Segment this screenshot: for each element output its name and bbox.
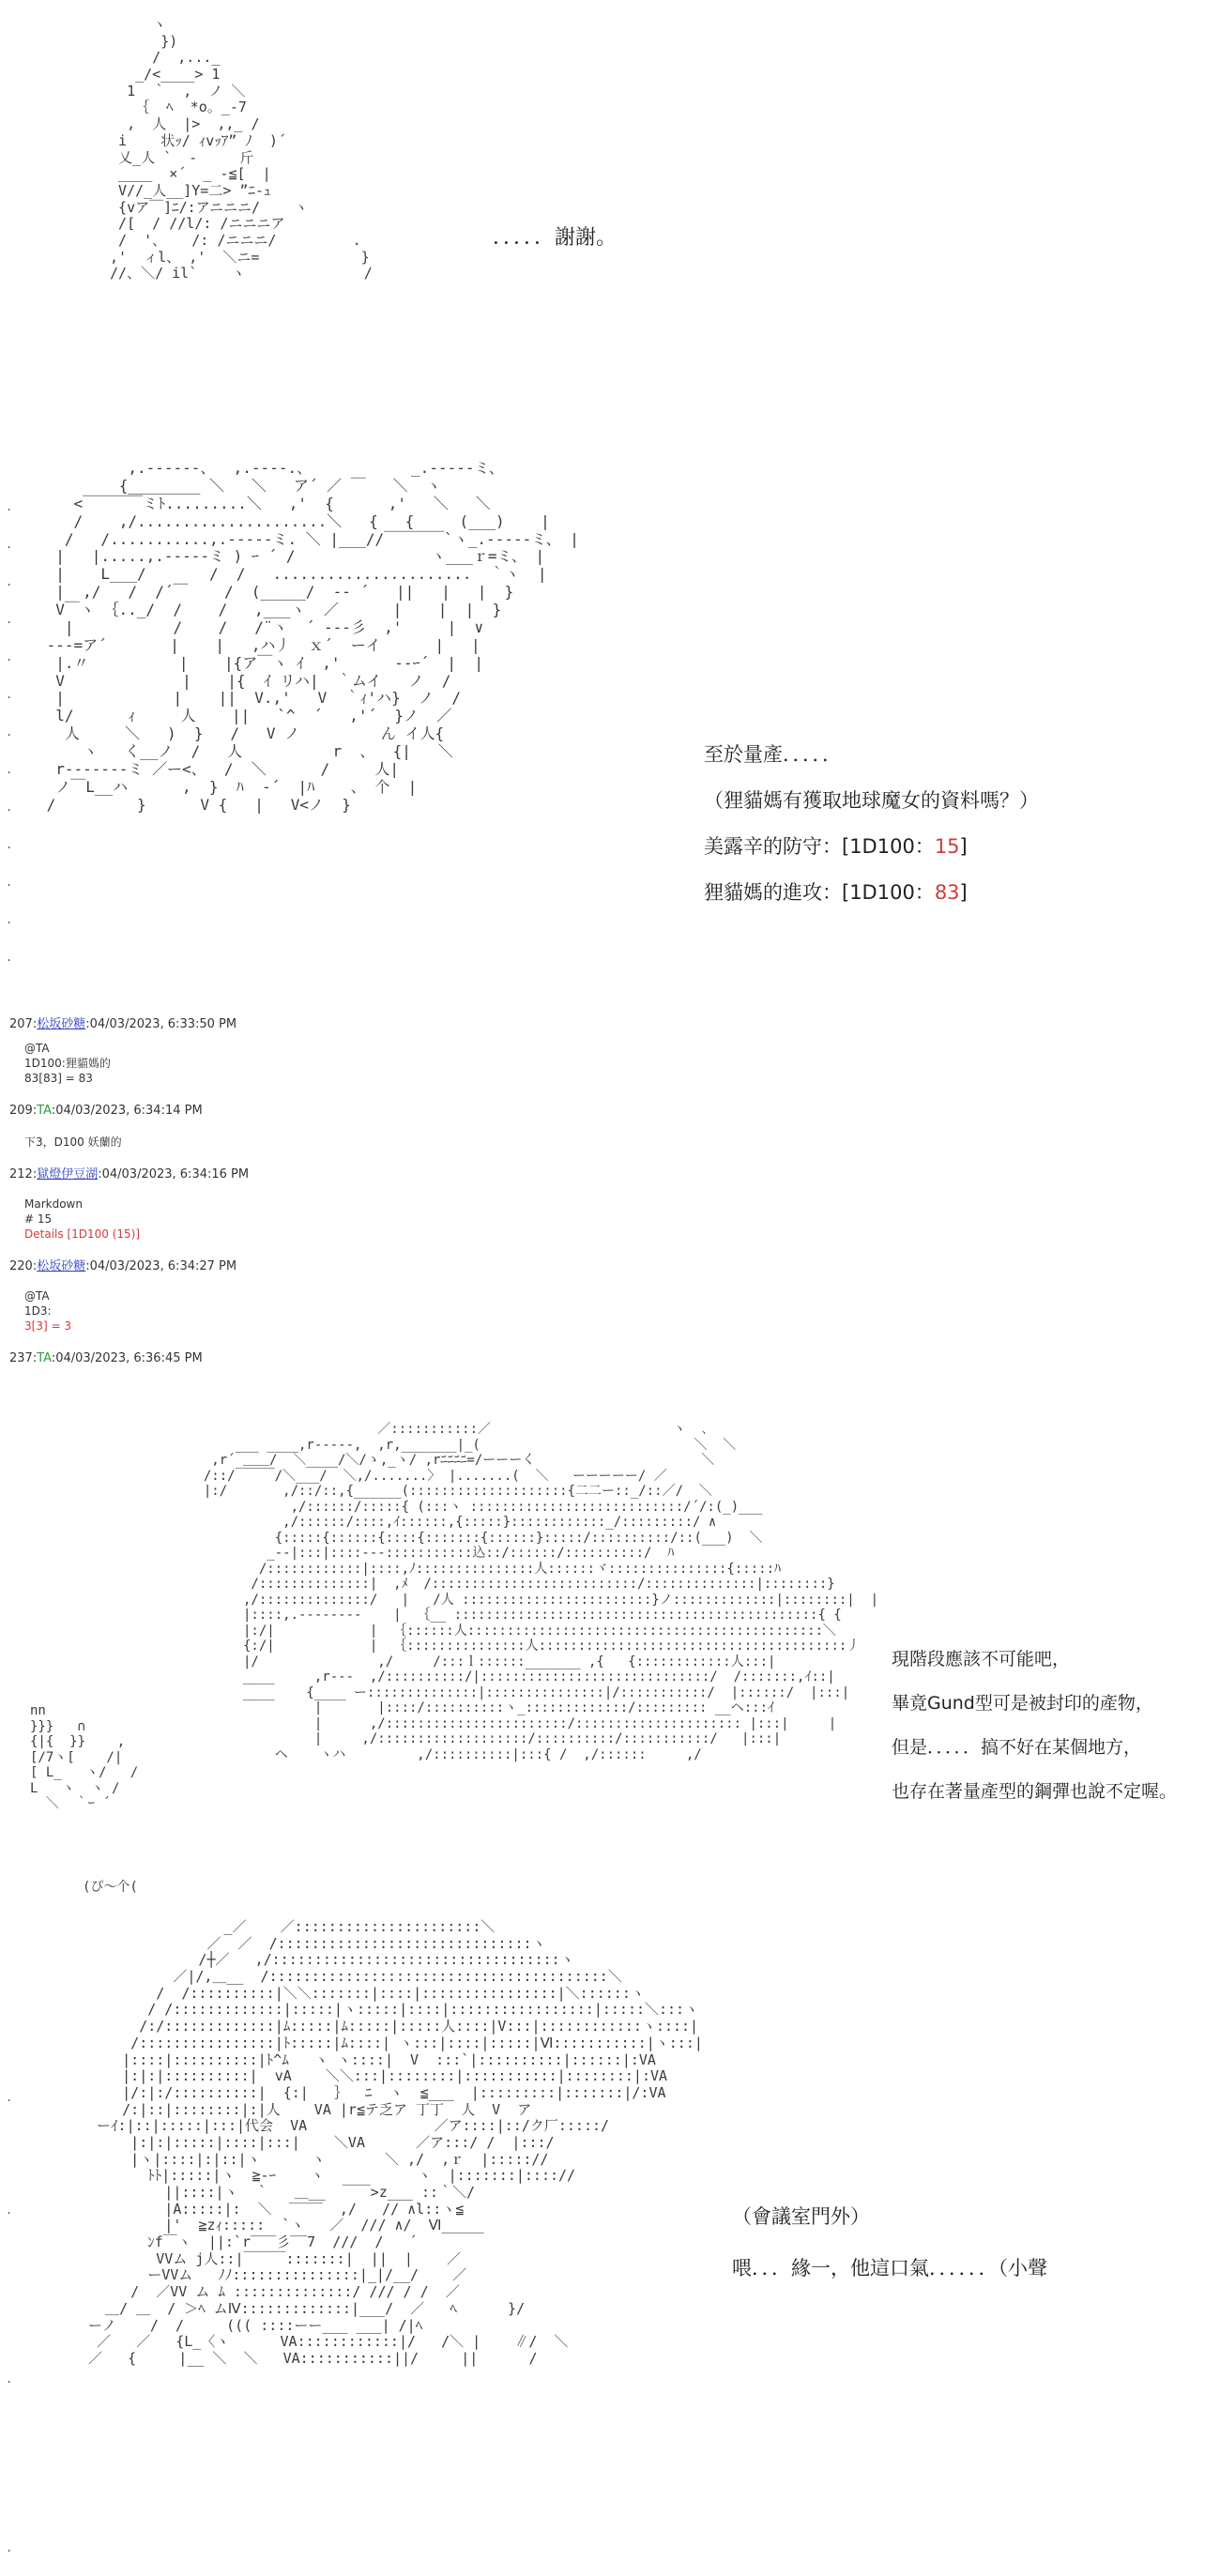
post-number: 209:: [9, 1104, 38, 1118]
post-number: 237:: [9, 1351, 38, 1365]
post: [0, 1258, 657, 1334]
dialog-line: 畢竟Gund型可是被封印的產物，: [892, 1693, 1153, 1714]
post-body: [0, 1135, 657, 1150]
post: [0, 1016, 657, 1086]
post-date: :04/03/2023, 6:34:16 PM: [98, 1167, 250, 1181]
post-line: Markdown: [24, 1197, 83, 1211]
post-body: [0, 1041, 657, 1086]
panel-2: [0, 441, 1220, 1004]
post-header: [0, 1350, 657, 1367]
panel-4: [0, 1910, 1220, 2571]
panel-3: [0, 1412, 1220, 1910]
post-line: # 15: [24, 1212, 53, 1226]
post-number: 220:: [9, 1259, 38, 1273]
roll-label: 美露辛的防守：[1D100：: [704, 835, 935, 858]
ascii-art-figure-3: ／:::::::::::／ ヽ ､ ___ ____,r-----, ,r,_______|_( ＼ ＼ ,r´ ＿＿/ ＼____/＼/ゝ,_ヽ/ ,rﾆﾆﾆﾆ=/ーーーく ＼ /::/￣￣￣/＼___/ ＼,/.......〉 |.......( ＼ ーーーーー/ ／ |:/ ,/::/::,{______(::::::::::::::::::::{二二ー::_/::／/ ＼ ,/::::::/:::::{ (:::ヽ :::::::::::::::::::::::::::/´/:(_)___ ,/::::::/::::,ｲ::::::,{:::::}::::::::::::_/:::::::::/ ∧ {:::::{::::::{::::{:::::::{::::::}:::::/::::::::::/::(___) ＼ _--|:::|::::---:::::::::::込::/::::::/::::::::::/ ﾊ /::::::::::::|::::,ﾉ:::::::::::::::人::::::ヾ:::::::::::::::{:::::ﾊ /::::::::::::::| ,ﾒ /::::::::::::::::::::::::::/::::::::::::::|::::::::} ,/::::::::::::::/ | /人 ::::::::::::::::::::::::}ノ:::::::::::::|::::::::| | |::::,.-------- | ｛__ ::::::::::::::::::::::::::::::::::::::::::::::{ { |:/| | ｛::::::人:::::::::::::::::::::::::::::::::::::::::::::＼ {:/| | ｛:::::::::::::::人:::::::::::::::::::::::::::::::::::::::丿 |/ ,/ /:::ｌ::::::_______ ,{ {::::::::::::人:::| ____ ,r--- ,/::::::::::/|:::::::::::::::::::::::::::::/ /:::::::,ｲ::| ____ {____ ー::::::::::::::|:::::::::::::::|/:::::::::::/ |::::::/ |:::| | |::::/::::::::::ヽ_:::::::::::::/::::::::: __ヘ:::ｲ | ,/:::::::::::::::::::::::/::::::::::::::::::::: |:::| | | ,/:::::::::::::::::::/::::::::::/:::::::::::/ |:::| ヘ ヽハ ,/::::::::::|:::{ / ,/:::::: ,/: [203, 1422, 879, 1762]
dialog-gundam-talk: [892, 1638, 1177, 1814]
post-line: 83[83] = 83: [24, 1072, 93, 1085]
ascii-art-figure-4: _／ ／::::::::::::::::::::::＼ ／ ／ /::::::::::::::::::::::::::::::ヽ /┼／ ,/::::::::::::::::::::::::::::::::::ヽ ／|/,＿__ /::::::::::::::::::::::::::::::::::::::::＼ / /::::::::::|＼＼:::::::|::::|::::::::::::::::|＼::::::ヽ / /:::::::::::::|:::::|ヽ:::::|::::|:::::::::::::::::|:::::＼:::ヽ /:/:::::::::::::|ﾑ:::::|ﾑ:::::|:::::人::::|V:::|::::::::::::ヽ::::| /::::::::::::::::|ﾄ:::::|ﾑ::::| ヽ:::|::::|:::::|Ⅵ:::::::::::|ヽ:::| |::::|::::::::::|ﾄ^ﾑ ヽ ヽ::::| V :::`|::::::::::|::::::|:VA |:|:|::::::::::| vA ＼＼:::|::::::::|:::::::::::|::::::::|:VA |/:|:/::::::::::| {:| ｝ ﾆ ヽ ≦___ |:::::::::|:::::::|/:VA /:|::|::::::::|:|人 VA |r≦テ乏ア 丁丁 人 V ア ーｲ:|::|:::::|:::|代会 VA ／ア::::|::/ク厂:::::/ |:|:|:::::|::::|:::| ＼VA ／ア:::/ / |:::/ |ヽ|::::|:|::|ヽ ヽ ＼ ,/ ,ｒ |:::::// ﾄﾄ|:::::|ヽ ≧-ｰ ヽ ヽ |:::::::|::::// ||::::|ヽ ｀ ＿__ ￣￣>z___ ::｀＼/ |A:::::|: ＼ ‾‾‾‾ ,/ // ∧l::ヽ≦ |' ≧zｨ::::: `ヽ ／ /// ∧/ Ⅵ_____ ﾝf￣ヽ ||:`r‾‾‾彡‾‾7 /// / ´ VVム j人::|￣￣￣:::::::| || | ／ ーVVム ﾉﾉ:::::::::::::::|_|/__/ ／ / ／VV ム ﾑ ::::::::::::::/ /// / / ／ ＿/ ＿ / ＞ﾍ ムⅣ:::::::::::::|___/ ／ ﾍ }/ ーノ / / ((( ::::ーー___ ___| /|ﾍ ／ ／ {L_〈ヽ VA::::::::::::|/ /＼ | ∥/ ＼ ／ { |__ ＼ ＼ VA:::::::::::||/ || /: [88, 1918, 703, 2367]
ascii-art-figure-1: ヽ }) / ,..._ _/<____> 1 1 ｀ , ノ ＼ ｛ ﾍ *o。_-7 , 人 |> ,,_ / i 状ｯ/ ｨvｯｱ” ﾉ )´ 乂_人 ` - 斤 ____ ×´ _ -≦[ | V//_人__]Y=二> ”ﾆ-ｭ {vア￣]ﾆ/:アニニニ/ ヽ /[ / //l/: /ニニニア / '、 /: /ニニニ/ . ,' ィl、 ,' ＼ニ= } //、＼/ il` ヽ /: [110, 16, 373, 282]
dialog-line: （會議室門外）: [732, 2205, 870, 2228]
dialog-line: 喂．．．緣一，他這口氣．．．．．．（小聲: [732, 2257, 1047, 2279]
panel-1: [0, 0, 1220, 441]
dialog-mass-production: [704, 732, 1039, 916]
post-header: [0, 1103, 657, 1120]
post-date: :04/03/2023, 6:34:14 PM: [51, 1104, 203, 1118]
roll-close: ]: [959, 881, 968, 904]
thread-posts: [0, 1009, 657, 1384]
edge-dots-left: . . . .: [6, 2091, 13, 2554]
post-line: 1D100:狸貓媽的: [24, 1057, 111, 1070]
post-dice-result: 3[3] = 3: [24, 1319, 71, 1333]
post-header: [0, 1258, 657, 1275]
post-date: :04/03/2023, 6:34:27 PM: [85, 1259, 237, 1273]
post-number: 207:: [9, 1017, 38, 1031]
post-author-link[interactable]: 松坂砂糖: [37, 1017, 86, 1031]
dialog-line: （狸貓媽有獲取地球魔女的資料嗎？）: [704, 789, 1039, 812]
roll-defense: [704, 824, 1039, 870]
post-dice-details[interactable]: Details [1D100 (15)]: [24, 1227, 141, 1241]
post-line: 1D3:: [24, 1304, 52, 1318]
post-author: TA: [37, 1351, 52, 1365]
roll-value: 83: [934, 881, 960, 904]
post: [0, 1103, 657, 1150]
post-author: TA: [37, 1104, 52, 1118]
roll-attack: [704, 870, 1039, 916]
ascii-art-hand-sign: nn }}} ∩ {|{ }} , [/7ヽ[ /| [ L_ ヽ/ / L ヽ ヽ / ＼ ｀ｰ ´: [30, 1703, 139, 1812]
post-date: :04/03/2023, 6:36:45 PM: [51, 1351, 203, 1365]
dialog-line: 至於量產．．．．．: [704, 743, 842, 766]
post-line: 下3，D100 妖蘭的: [24, 1136, 122, 1149]
ascii-art-figure-2: ,.------、 ,.----.、 _.-----ミ、 {________ ＼ ＼ ア´ ／ ￣ ＼ ヽ <￣￣￣￣ミﾄ.........＼ ,' { ,' ＼ ＼ / ,/.....................＼ { { (___) | / /...........,.-----ミ. ＼ |___//￣￣￣￣`ヽ_.-----ミ、 | | |.....,.-----ミ ) ｰ ´ / ヽ___ｒ=ミ、 | | L___/ / / ...................... ｀ヽ | | ,/ / /´￣ / (_____/ -- ´ || | | } V￣ヽ ｛.._/ / / ,___ヽ ／ | | | } | / / /¨ヽ ´ ---彡 ,' | ∨ ---=ア´ | | ,ハ丿 ｘ´ ーイ | | |.〃 | |{ア￣ヽ ｲ ,' --ｰ´ | | V | |{ ｲ リハ| ｀ムイ ノ / | | || V.,' V ｀ｨ'ハ} ノ / l/ ｨ 人 || `^ ´ ,'´ }ノ ／ 人 ＼ ) } / V ノ ん イ人{ ヽ く__ノ / 人 r 、 {| ＼ r-------ミ ／ー<、 / ＼ / 人| ノ￣L__ハ , } ﾊ ‐´ |ﾊ 、 个 | / } V { | V<ノ }: [46, 459, 579, 814]
post-header: [0, 1166, 657, 1183]
post-date: :04/03/2023, 6:33:50 PM: [85, 1017, 237, 1031]
roll-close: ]: [959, 835, 968, 858]
dialog-meeting-room: [732, 2191, 1047, 2294]
post-body: [0, 1197, 657, 1242]
post: [0, 1350, 657, 1367]
roll-label: 狸貓媽的進攻：[1D100：: [704, 881, 935, 904]
roll-value: 15: [934, 835, 960, 858]
post-line: @TA: [24, 1042, 50, 1055]
post-body: [0, 1288, 657, 1334]
dialog-line: 但是．．．．．搞不好在某個地方，: [892, 1737, 1142, 1758]
edge-dots-left: . . . . . . . . . . . . .: [6, 500, 13, 964]
post-author-link[interactable]: 松坂砂糖: [37, 1259, 86, 1273]
post-header: [0, 1016, 657, 1033]
post-line: @TA: [24, 1289, 50, 1303]
post-number: 212:: [9, 1167, 38, 1181]
dialog-line: 也存在著量產型的鋼彈也說不定喔。: [892, 1781, 1178, 1802]
post-author-link[interactable]: 獄燈伊豆湖: [37, 1167, 99, 1181]
dialog-thanks: ．．．．．謝謝。: [493, 226, 618, 250]
post: [0, 1166, 657, 1242]
hand-sign-caption: (ぴ〜个(: [83, 1880, 138, 1895]
dialog-line: 現階段應該不可能吧，: [892, 1649, 1071, 1669]
